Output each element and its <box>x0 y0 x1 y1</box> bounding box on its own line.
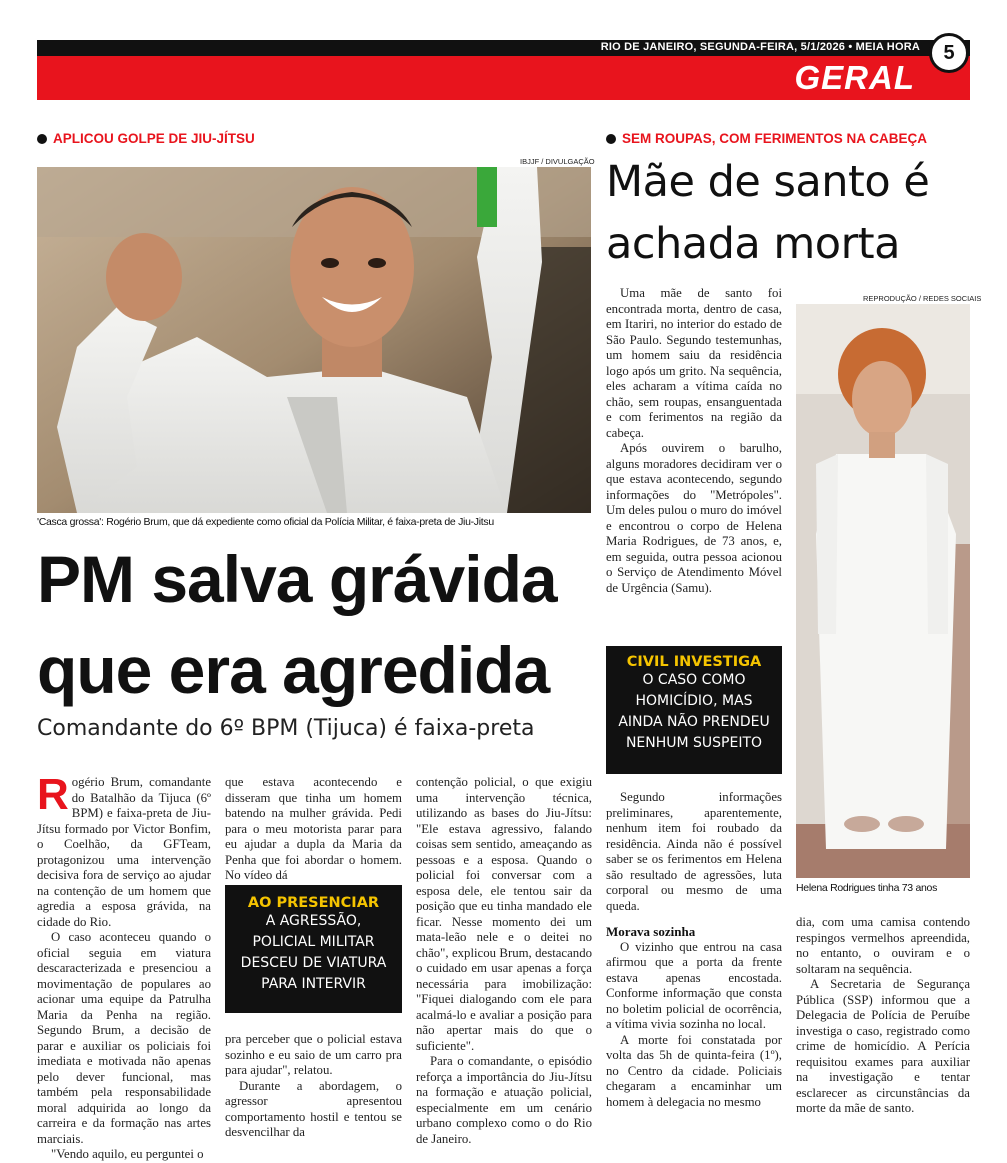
bullet-icon <box>37 134 47 144</box>
left-photo-credit: IBJJF / DIVULGAÇÃO <box>520 157 595 166</box>
woman-illustration <box>796 304 970 878</box>
left-col2-bottom-p1: pra perceber que o policial estava sozinho e eu saio de um carro pra para ajudar", relatou. <box>225 1032 402 1077</box>
right-photo-credit: REPRODUÇÃO / REDES SOCIAIS <box>863 294 982 303</box>
left-kicker-text: APLICOU GOLPE DE JIU-JÍTSU <box>53 131 255 146</box>
left-box-line3: DESCEU DE VIATURA <box>240 955 387 971</box>
right-intertitle: Morava sozinha <box>606 924 696 939</box>
right-col1-p1: Uma mãe de santo foi encontrada morta, dentro de casa, em Itariri, no interior do estado de São Paulo. Segundo testemunhas, um homem saiu da residência logo após um grito. Na sequência, eles acharam a vítima caída no chão, sem roupas, ensanguentada e com ferimentos na região da cabeça. <box>606 286 782 440</box>
right-col2-p2: A Secretaria de Segurança Pública (SSP) informou que a Delegacia de Polícia de Peruíbe investiga o caso, registrado como crime de homicídio. A Perícia requisitou exames para auxiliar na investigação e tentar esclarecer as circunstâncias da morte da mãe de santo. <box>796 977 970 1115</box>
left-box-line1: A AGRESSÃO, <box>265 913 362 929</box>
page-number: 5 <box>929 33 969 73</box>
left-column-2-top <box>225 775 402 884</box>
left-subhead: Comandante do 6º BPM (Tijuca) é faixa-preta <box>37 716 535 741</box>
dateline: RIO DE JANEIRO, SEGUNDA-FEIRA, 5/1/2026 • MEIA HORA <box>600 41 920 53</box>
right-col2-p1: dia, com uma camisa contendo respingos vermelhos apreendida, no entanto, o ouviram e o soltaram na sequência. <box>796 915 970 976</box>
left-col2-bottom-p2: Durante a abordagem, o agressor apresentou comportamento hostil e tentou se desvencilhar da <box>225 1078 402 1139</box>
right-kicker <box>606 131 927 146</box>
left-col1-p2: O caso aconteceu quando o oficial seguia em viatura descaracterizada e presenciou a movimentação de populares ao acionar uma equipe da Patrulha Maria da Penha na região. Segundo Brum, a decisão de parar e auxiliar os policiais foi imediata e motivada não apenas pelo dever funcional, mas também pela responsabilidade moral adquirida ao longo da carreira e da formação nas artes marciais. <box>37 930 211 1146</box>
right-column-1-top <box>606 286 782 596</box>
right-photo-caption: Helena Rodrigues tinha 73 anos <box>796 882 938 894</box>
right-col1-p2: Após ouvirem o barulho, alguns moradores decidiram ver o que estava acontecendo, segundo informações do "Metrópoles". Um deles pulou o muro do imóvel e encontrou o corpo de Helena Maria Rodrigues, de 73 anos, e, em seguida, outra pessoa acionou o Serviço de Atendimento Móvel de Urgência (Samu). <box>606 441 782 595</box>
drop-cap: R <box>37 770 69 819</box>
right-column-2 <box>796 915 970 1117</box>
right-col1-p5: A morte foi constatada por volta das 5h de quinta-feira (1º), no Centro da cidade. Policiais chegaram a encaminhar um homem à delegacia no mesmo <box>606 1032 782 1109</box>
left-box-label: AO PRESENCIAR <box>247 895 380 911</box>
right-headline-line2: achada morta <box>606 219 900 269</box>
left-headline-line2: que era agredida <box>37 633 550 707</box>
section-title: GERAL <box>794 59 915 96</box>
left-column-2-bottom <box>225 1032 402 1141</box>
right-box-label: CIVIL INVESTIGA <box>626 654 762 670</box>
left-photo-caption: 'Casca grossa': Rogério Brum, que dá expediente como oficial da Polícia Militar, é faixa-preta de Jiu-Jitsu <box>37 516 494 528</box>
fighter-illustration <box>37 167 591 513</box>
left-col2-top: que estava acontecendo e disseram que tinha um homem batendo na mulher grávida. Pedi para o meu motorista parar para eu ajudar a dupla da Maria da Penha que foi abordar o homem. No vídeo dá <box>225 775 402 882</box>
left-pullquote-box <box>225 885 402 1013</box>
left-headline-line1: PM salva grávida <box>37 542 557 616</box>
right-column-1-bottom <box>606 790 782 1110</box>
right-box-line3: AINDA NÃO PRENDEU <box>618 714 770 730</box>
left-box-line2: POLICIAL MILITAR <box>252 934 375 950</box>
left-column-3 <box>416 775 592 1147</box>
left-col3-p2: Para o comandante, o episódio reforça a importância do Jiu-Jítsu na formação e atuação policial, especialmente em um cenário urbano complexo como o do Rio de Janeiro. <box>416 1054 592 1146</box>
right-box-line2: HOMICÍDIO, MAS <box>635 693 753 709</box>
left-col1-p3: "Vendo aquilo, eu perguntei o <box>51 1147 204 1161</box>
section-bar <box>37 56 970 100</box>
bullet-icon <box>606 134 616 144</box>
left-box-line4: PARA INTERVIR <box>261 976 366 992</box>
left-col3-p1: contenção policial, o que exigiu uma intervenção técnica, utilizando as bases do Jiu-Jítsu: "Ele estava agressivo, falando coisas sem sentido, ameaçando as pessoas e a esposa. Quando o policial foi conversar com a esposa dele, ele tentou sair da posição que eu tinha mandado ele ficar. Nesse momento dei um mata-leão nele e o deitei no chão", explicou Brum, destacando o cuidado em usar apenas a força necessária para imobilização: "Fiquei dialogando com ele para acalmá-lo e avaliar a posição para não apertar mais do que o suficiente". <box>416 775 592 1053</box>
left-column-1 <box>37 770 211 1163</box>
jiu-jitsu-photo <box>37 167 591 513</box>
right-box-line4: NENHUM SUSPEITO <box>625 735 763 751</box>
right-col1-p3: Segundo informações preliminares, aparentemente, nenhum item foi roubado da residência. Ainda não é possível saber se os ferimentos em Helena são resultado de agressões, luta corporal ou mesmo de uma queda. <box>606 790 782 913</box>
right-box-line1: O CASO COMO <box>642 672 746 688</box>
right-headline-line1: Mãe de santo é <box>606 157 930 207</box>
woman-photo <box>796 304 970 878</box>
right-col1-p4: O vizinho que entrou na casa afirmou que a porta da frente estava apenas encostada. Conforme informação que consta no boletim policial de ocorrência, a vítima vivia sozinha no local. <box>606 939 782 1031</box>
left-col1-p1: ogério Brum, comandante do Batalhão da Tijuca (6º BPM) e faixa-preta de Jiu-Jítsu formado por Victor Bonfim, o Coelhão, da GFTeam, protagonizou uma intervenção decisiva fora de serviço ao ajudar na contenção de um homem que agredia a esposa grávida, na cidade do Rio. <box>37 775 211 929</box>
right-kicker-text: SEM ROUPAS, COM FERIMENTOS NA CABEÇA <box>622 131 928 146</box>
left-kicker <box>37 131 255 146</box>
top-bar <box>37 40 970 56</box>
right-pullquote-box <box>606 646 782 774</box>
